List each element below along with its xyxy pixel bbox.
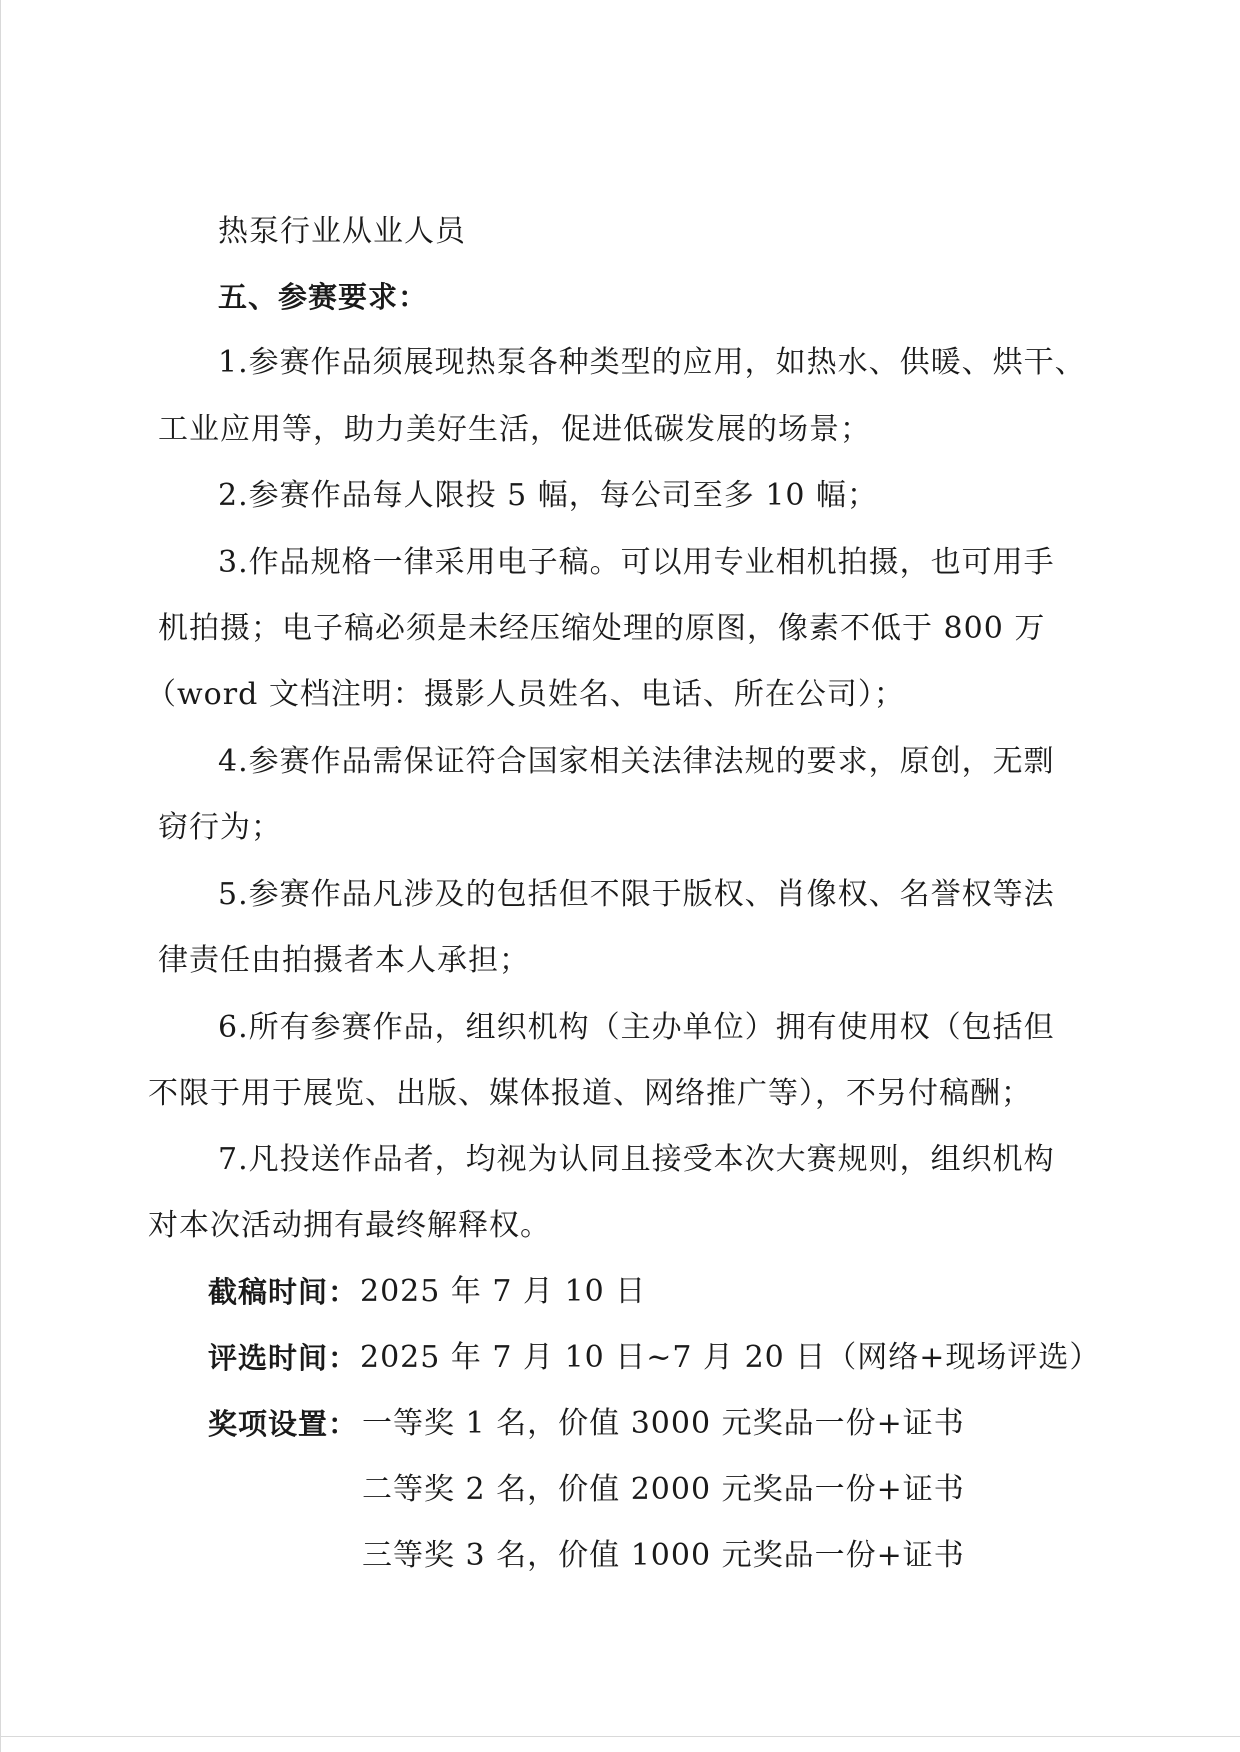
judging-label: 评选时间： xyxy=(208,1341,359,1375)
judging-value: 2025 年 7 月 10 日~7 月 20 日（网络+现场评选） xyxy=(360,1340,1101,1375)
participants-line: 热泵行业从业人员 xyxy=(218,214,466,249)
requirement-6-line-1: 6.所有参赛作品，组织机构（主办单位）拥有使用权（包括但 xyxy=(218,1010,1055,1045)
scan-edge-left xyxy=(0,0,1,1752)
requirement-4-line-2: 窃行为； xyxy=(158,810,282,845)
requirement-5-line-1: 5.参赛作品凡涉及的包括但不限于版权、肖像权、名誉权等法 xyxy=(218,877,1055,912)
section-title: 五、参赛要求： xyxy=(218,280,429,314)
requirement-5-line-2: 律责任由拍摄者本人承担； xyxy=(158,943,530,978)
requirement-1-line-1: 1.参赛作品须展现热泵各种类型的应用，如热水、供暖、烘干、 xyxy=(218,345,1086,380)
requirement-6-line-2: 不限于用于展览、出版、媒体报道、网络推广等），不另付稿酬； xyxy=(148,1076,1032,1111)
deadline-label: 截稿时间： xyxy=(208,1275,359,1309)
requirement-2-line-1: 2.参赛作品每人限投 5 幅，每公司至多 10 幅； xyxy=(218,478,879,513)
deadline-value: 2025 年 7 月 10 日 xyxy=(360,1274,647,1309)
requirement-3-line-3: （word 文档注明：摄影人员姓名、电话、所在公司）； xyxy=(146,677,905,712)
requirement-7-line-2: 对本次活动拥有最终解释权。 xyxy=(148,1208,551,1243)
requirement-3-line-1: 3.作品规格一律采用电子稿。可以用专业相机拍摄，也可用手 xyxy=(218,545,1055,580)
award-second: 二等奖 2 名，价值 2000 元奖品一份+证书 xyxy=(362,1472,965,1507)
awards-label: 奖项设置： xyxy=(208,1407,359,1441)
requirement-7-line-1: 7.凡投送作品者，均视为认同且接受本次大赛规则，组织机构 xyxy=(218,1142,1055,1177)
requirement-1-line-2: 工业应用等，助力美好生活，促进低碳发展的场景； xyxy=(158,412,871,447)
scan-edge-bottom xyxy=(0,1736,1240,1737)
award-first: 一等奖 1 名，价值 3000 元奖品一份+证书 xyxy=(362,1406,965,1441)
requirement-4-line-1: 4.参赛作品需保证符合国家相关法律法规的要求，原创，无剽 xyxy=(218,744,1055,779)
requirement-3-line-2: 机拍摄；电子稿必须是未经压缩处理的原图，像素不低于 800 万 xyxy=(158,611,1046,646)
award-third: 三等奖 3 名，价值 1000 元奖品一份+证书 xyxy=(362,1538,965,1573)
